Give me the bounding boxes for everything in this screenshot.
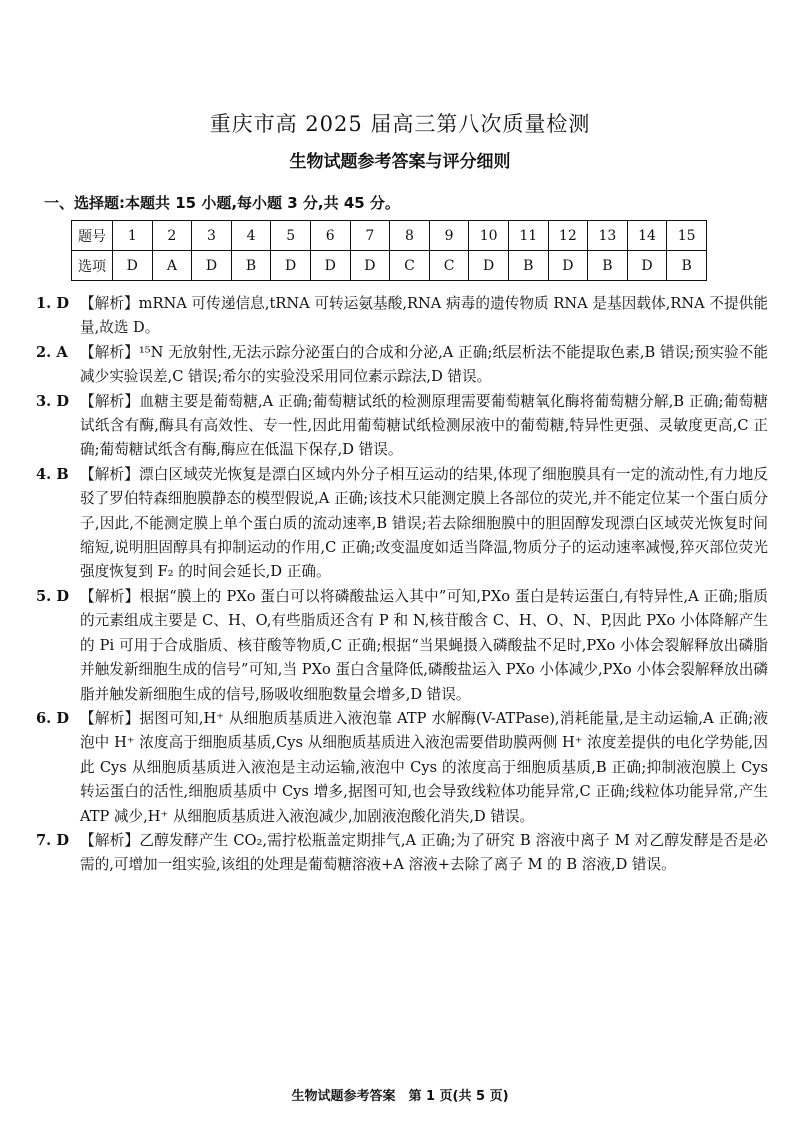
- answer-table-answer-row: [72, 251, 707, 281]
- question-number-cell: 8: [390, 221, 430, 251]
- answer-table-number-row: [72, 221, 707, 251]
- question-number-cell: 15: [667, 221, 707, 251]
- question-number-cell: 5: [271, 221, 311, 251]
- row-label-number: 题号: [72, 221, 113, 251]
- question-number-cell: 9: [429, 221, 469, 251]
- answer-cell: D: [271, 251, 311, 281]
- row-label-answer: 选项: [72, 251, 113, 281]
- item-explanation: 【解析】根据“膜上的 PXo 蛋白可以将磷酸盐运入其中”可知,PXo 蛋白是转运蛋白,有特异性,A 正确;脂质的元素组成主要是 C、H、O,有些脂质还含有 P 和 N,核苷酸含 C、H、O、N、P,因此 PXo 小体降解产生的 Pi 可用于合成脂质、核苷酸等物质,C 正确;根据“当果蝇摄入磷酸盐不足时,PXo 小体会裂解释放出磷脂并触发新细胞生成的信号”可知,当 PXo 蛋白含量降低,磷酸盐运入 PXo 小体减少,PXo 小体会裂解释放出磷脂并触发新细胞生成的信号,肠吸收细胞数量会增多,D 错误。: [80, 587, 768, 703]
- answer-cell: D: [627, 251, 667, 281]
- page-footer: 生物试题参考答案 第 1 页(共 5 页): [291, 1089, 509, 1104]
- page-subtitle: 生物试题参考答案与评分细则: [289, 152, 511, 172]
- item-number: 5. D: [36, 587, 69, 605]
- explanation-list: [36, 292, 768, 878]
- item-explanation: 【解析】乙醇发酵产生 CO₂,需拧松瓶盖定期排气,A 正确;为了研究 B 溶液中离子 M 对乙醇发酵是否是必需的,可增加一组实验,该组的处理是葡萄糖溶液+A 溶液+去除了离子 M 的 B 溶液,D 错误。: [80, 831, 768, 874]
- answer-cell: C: [390, 251, 430, 281]
- item-explanation: 【解析】¹⁵N 无放射性,无法示踪分泌蛋白的合成和分泌,A 正确;纸层析法不能提取色素,B 错误;预实验不能减少实验误差,C 错误;希尔的实验没采用同位素示踪法,D 错误。: [80, 343, 768, 386]
- answer-cell: D: [192, 251, 232, 281]
- question-number-cell: 2: [152, 221, 192, 251]
- answer-cell: C: [429, 251, 469, 281]
- question-number-cell: 12: [548, 221, 588, 251]
- item-explanation: 【解析】mRNA 可传递信息,tRNA 可转运氨基酸,RNA 病毒的遗传物质 RNA 是基因载体,RNA 不提供能量,故选 D。: [80, 295, 768, 337]
- question-number-cell: 7: [350, 221, 390, 251]
- question-number-cell: 1: [113, 221, 153, 251]
- answer-cell: B: [231, 251, 271, 281]
- answer-cell: D: [350, 251, 390, 281]
- page-title: 重庆市高 2025 届高三第八次质量检测: [209, 112, 591, 136]
- item-number: 6. D: [36, 709, 69, 727]
- question-number-cell: 4: [231, 221, 271, 251]
- question-number-cell: 13: [588, 221, 628, 251]
- explanation-item: [36, 829, 768, 878]
- question-number-cell: 14: [627, 221, 667, 251]
- explanation-item: [36, 707, 768, 829]
- question-number-cell: 10: [469, 221, 509, 251]
- explanation-item: [36, 463, 768, 585]
- item-explanation: 【解析】血糖主要是葡萄糖,A 正确;葡萄糖试纸的检测原理需要葡萄糖氧化酶将葡萄糖分解,B 正确;葡萄糖试纸含有酶,酶具有高效性、专一性,因此用葡萄糖试纸检测尿液中的葡萄糖,特异性更强、灵敏度更高,C 正确;葡萄糖试纸含有酶,酶应在低温下保存,D 错误。: [80, 392, 768, 459]
- answer-cell: B: [588, 251, 628, 281]
- answer-cell: D: [310, 251, 350, 281]
- item-number: 3. D: [36, 392, 69, 410]
- item-number: 4. B: [36, 465, 69, 483]
- explanation-item: [36, 341, 768, 390]
- answer-cell: A: [152, 251, 192, 281]
- explanation-item: [36, 585, 768, 707]
- answer-table: [71, 220, 707, 281]
- item-number: 7. D: [36, 831, 69, 849]
- item-number: 2. A: [36, 343, 68, 361]
- answer-cell: D: [469, 251, 509, 281]
- item-number: 1. D: [36, 295, 69, 312]
- answer-cell: D: [113, 251, 153, 281]
- explanation-item: [36, 292, 768, 341]
- question-number-cell: 11: [508, 221, 548, 251]
- answer-cell: B: [667, 251, 707, 281]
- explanation-item: [36, 390, 768, 463]
- item-explanation: 【解析】漂白区域荧光恢复是漂白区域内外分子相互运动的结果,体现了细胞膜具有一定的流动性,有力地反驳了罗伯特森细胞膜静态的模型假说,A 正确;该技术只能测定膜上各部位的荧光,并不能定位某一个蛋白质分子,因此,不能测定膜上单个蛋白质的流动速率,B 错误;若去除细胞膜中的胆固醇发现漂白区域荧光恢复时间缩短,说明胆固醇具有抑制运动的作用,C 正确;改变温度如适当降温,物质分子的运动速率减慢,猝灭部位荧光强度恢复到 F₂ 的时间会延长,D 正确。: [80, 465, 768, 581]
- answer-cell: B: [508, 251, 548, 281]
- question-number-cell: 3: [192, 221, 232, 251]
- section-heading: 一、选择题:本题共 15 小题,每小题 3 分,共 45 分。: [44, 194, 400, 212]
- item-explanation: 【解析】据图可知,H⁺ 从细胞质基质进入液泡靠 ATP 水解酶(V-ATPase),消耗能量,是主动运输,A 正确;液泡中 H⁺ 浓度高于细胞质基质,Cys 从细胞质基质进入液泡需要借助膜两侧 H⁺ 浓度差提供的电化学势能,因此 Cys 从细胞质基质进入液泡是主动运输,液泡中 Cys 的浓度高于细胞质基质,B 正确;抑制液泡膜上 Cys 转运蛋白的活性,细胞质基质中 Cys 增多,据图可知,也会导致线粒体功能异常,C 正确;线粒体功能异常,产生 ATP 减少,H⁺ 从细胞质基质进入液泡减少,加剧液泡酸化消失,D 错误。: [80, 709, 768, 825]
- answer-cell: D: [548, 251, 588, 281]
- question-number-cell: 6: [310, 221, 350, 251]
